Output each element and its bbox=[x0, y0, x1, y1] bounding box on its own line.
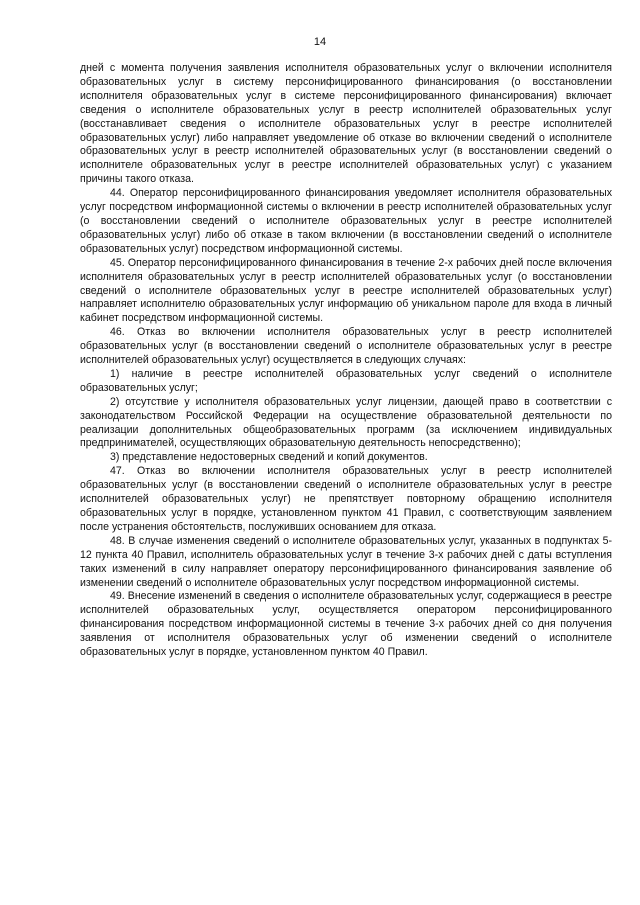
list-item-3: 3) представление недостоверных сведений и копий документов. bbox=[110, 451, 428, 464]
list-item-2: 2) отсутствие у исполнителя образовательных услуг лицензии, дающей право в соответствии с законодательством Российской Федерации на осуществление образовательной деятельности по реализации дополнительных общеобразовательных программ (за исключением индивидуальных предпринимателей, осуществляющих образовательную деятельность непосредственно); bbox=[80, 395, 612, 450]
paragraph-48: 48. В случае изменения сведений о исполнителе образовательных услуг, указанных в подпунктах 5-12 пункта 40 Правил, исполнитель образовательных услуг в течение 3-х рабочих дней с даты вступления таких изменений в силу направляет оператору персонифицированного финансирования заявление об изменении сведений о исполнителе образовательных услуг посредством информационной системы. bbox=[80, 534, 612, 589]
paragraph-49: 49. Внесение изменений в сведения о исполнителе образовательных услуг, содержащиеся в реестре исполнителей образовательных услуг, осуществляется оператором персонифицированного финансирования посредством информационной системы в течение 3-х рабочих дней со дня получения заявления от исполнителя образовательных услуг об изменении сведений о исполнителе образовательных услуг в порядке, установленном пунктом 40 Правил. bbox=[80, 590, 612, 659]
list-item-1: 1) наличие в реестре исполнителей образовательных услуг сведений о исполнителе образовательных услуг; bbox=[80, 367, 612, 394]
paragraph-46: 46. Отказ во включении исполнителя образовательных услуг в реестр исполнителей образовательных услуг (в восстановлении сведений о исполнителе образовательных услуг в реестре исполнителей образовательных услуг) осуществляется в следующих случаях: bbox=[80, 326, 612, 367]
document-body bbox=[80, 62, 612, 660]
paragraph-45: 45. Оператор персонифицированного финансирования в течение 2-х рабочих дней после включения исполнителя образовательных услуг в реестр исполнителей образовательных услуг (о восстановлении сведений о исполнителе образовательных услуг в реестре исполнителей образовательных услуг) направляет исполнителю образовательных услуг информацию об уникальном пароле для входа в личный кабинет посредством информационной системы. bbox=[80, 256, 612, 325]
paragraph-47: 47. Отказ во включении исполнителя образовательных услуг в реестр исполнителей образовательных услуг (в восстановлении сведений о исполнителе образовательных услуг в реестре исполнителей образовательных услуг) не препятствует повторному обращению исполнителя образовательных услуг в порядке, установленном пунктом 41 Правил, с соответствующим заявлением после устранения обстоятельств, послуживших основанием для отказа. bbox=[80, 465, 612, 533]
page-number: 14 bbox=[313, 36, 327, 48]
paragraph-continuation: дней с момента получения заявления исполнителя образовательных услуг о включении исполнителя образовательных услуг в систему персонифицированного финансирования (о восстановлении исполнителя образовательных услуг в системе персонифицированного финансирования) включает сведения о исполнителе образовательных услуг в реестр исполнителей образовательных услуг (восстанавливает сведения о исполнителе образовательных услуг в реестре исполнителей образовательных услуг) либо направляет уведомление об отказе во включении сведений о исполнителе образовательных услуг в реестр исполнителей образовательных услуг (в восстановлении сведений о исполнителе образовательных услуг в реестре исполнителей образовательных услуг) с указанием причины такого отказа. bbox=[80, 62, 612, 186]
paragraph-44: 44. Оператор персонифицированного финансирования уведомляет исполнителя образовательных услуг посредством информационной системы о включении в реестр исполнителей образовательных услуг (о восстановлении сведений о исполнителе образовательных услуг в реестре исполнителей образовательных услуг) либо об отказе в таком включении (в восстановлении сведений о исполнителе образовательных услуг) посредством информационной системы. bbox=[80, 187, 612, 255]
